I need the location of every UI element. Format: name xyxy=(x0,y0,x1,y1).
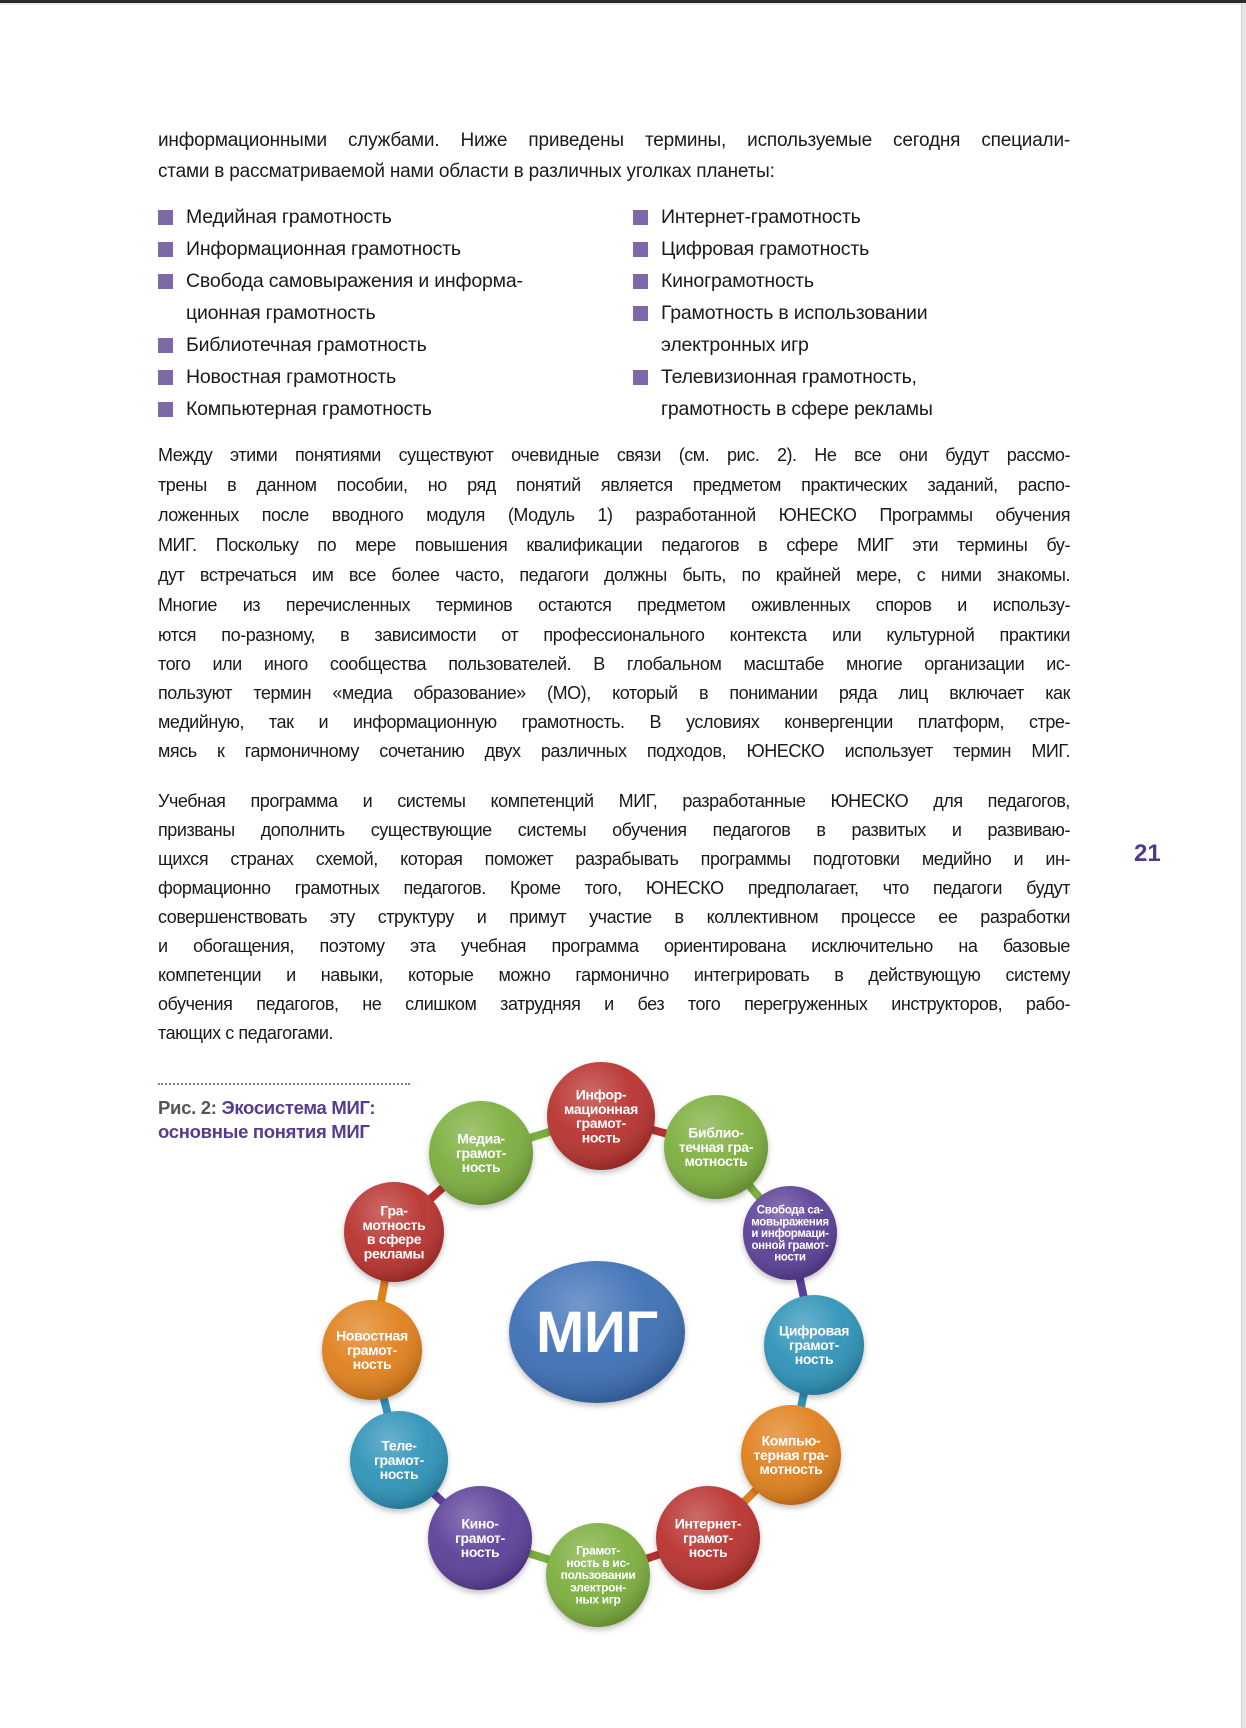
node-label-line: ность xyxy=(460,1544,500,1561)
paragraph-line: призваны дополнить существующие системы обучения педагогов в развитых и развиваю- xyxy=(158,820,1070,840)
paragraph-line: Между этими понятиями существуют очевидные связи (см. рис. 2). Не все они будут рассмо- xyxy=(158,445,1070,465)
node-label-line: мотность xyxy=(362,1216,426,1233)
node-label-line: мотность xyxy=(684,1153,748,1170)
list-item-text: Кинограмотность xyxy=(661,270,814,292)
center-node xyxy=(509,1261,685,1403)
figure-title-line-2: основные понятия МИГ xyxy=(158,1121,370,1142)
node-label-line: ность xyxy=(379,1466,419,1483)
list-item-text: грамотность в сфере рекламы xyxy=(661,398,933,420)
node-digital-literacy xyxy=(764,1295,864,1395)
list-item-text: Интернет-грамотность xyxy=(661,206,861,228)
node-label-line: ность xyxy=(581,1129,621,1146)
node-label-line: Цифровая xyxy=(778,1322,850,1339)
node-label-line: онной грамот- xyxy=(751,1239,829,1252)
list-item-text: Библиотечная грамотность xyxy=(186,334,427,356)
node-label-line: грамот- xyxy=(789,1336,839,1353)
node-news-literacy xyxy=(322,1300,422,1400)
node-label-line: Новостная xyxy=(336,1327,408,1344)
list-item-text: Компьютерная грамотность xyxy=(186,398,432,420)
list-item-text: Медийная грамотность xyxy=(186,206,392,228)
node-label-line: Теле- xyxy=(381,1437,417,1454)
list-item-text: электронных игр xyxy=(661,334,809,356)
node-label-line: мационная xyxy=(564,1100,638,1117)
list-item-text: Новостная грамотность xyxy=(186,366,396,388)
node-advertising-literacy xyxy=(344,1182,444,1282)
intro-line: стами в рассматриваемой нами области в различных уголках планеты: xyxy=(158,161,775,182)
node-cinema-literacy xyxy=(428,1486,532,1590)
paragraph-line: тающих с педагогами. xyxy=(158,1023,334,1043)
node-computer-literacy xyxy=(741,1405,841,1505)
node-label-line: грамот- xyxy=(347,1341,397,1358)
node-label-line: электрон- xyxy=(570,1580,626,1595)
node-label-line: ность xyxy=(461,1159,501,1176)
node-label-line: ность xyxy=(794,1351,834,1368)
node-games-literacy xyxy=(546,1523,650,1627)
node-label-line: Компью- xyxy=(761,1432,821,1449)
paragraph-line: и обогащения, поэтому эта учебная программа ориентирована исключительно на базовые xyxy=(158,936,1070,956)
node-label-line: Свобода са- xyxy=(756,1204,824,1217)
paragraph-line: мясь к гармоничному сочетанию двух различных подходов, ЮНЕСКО использует термин МИГ. xyxy=(158,741,1070,761)
paragraph-line: формационно грамотных педагогов. Кроме того, ЮНЕСКО предполагает, что педагоги будут xyxy=(158,878,1070,898)
paragraph-line: ложенных после вводного модуля (Модуль 1) разработанной ЮНЕСКО Программы обучения xyxy=(158,505,1070,525)
paragraph-line: медийную, так и информационную грамотность. В условиях конвергенции платформ, стре- xyxy=(158,712,1070,732)
node-label-line: грамот- xyxy=(683,1529,733,1546)
list-item-text: Свобода самовыражения и информа- xyxy=(186,270,523,292)
node-label-line: Интернет- xyxy=(674,1515,742,1532)
node-informational-literacy xyxy=(547,1062,655,1170)
node-label-line: в сфере xyxy=(366,1231,422,1247)
node-internet-literacy xyxy=(656,1486,760,1590)
node-label-line: мовыражения xyxy=(751,1216,829,1229)
node-label-line: грамот- xyxy=(374,1451,424,1468)
list-item-text: Информационная грамотность xyxy=(186,238,461,260)
node-label-line: мотность xyxy=(759,1461,823,1478)
list-item-text: Телевизионная грамотность, xyxy=(661,366,917,388)
node-label-line: рекламы xyxy=(363,1245,425,1262)
page-number: 21 xyxy=(1134,840,1161,867)
node-label-line: и информаци- xyxy=(751,1228,829,1240)
node-label-line: течная гра- xyxy=(678,1138,754,1155)
node-label-line: ность xyxy=(688,1544,728,1561)
paragraph-line: щихся странах схемой, которая поможет разрабывать программы подготовки медийно и ин- xyxy=(158,849,1070,869)
intro-line: информационными службами. Ниже приведены термины, используемые сегодня специали- xyxy=(158,130,1070,151)
node-label-line: грамот- xyxy=(455,1529,505,1546)
node-label-line: Медиа- xyxy=(457,1130,505,1147)
node-label-line: ности xyxy=(774,1251,806,1264)
node-label-line: Инфор- xyxy=(575,1086,627,1103)
paragraph-line: Многие из перечисленных терминов остаются предметом оживленных споров и использу- xyxy=(158,595,1070,615)
paragraph-line: пользуют термин «медиа образование» (МО), который в понимании ряда лиц включает как xyxy=(158,683,1070,703)
node-label-line: Гра- xyxy=(380,1202,408,1219)
node-label-line: ность в ис- xyxy=(566,1556,630,1570)
node-label-line: ность xyxy=(352,1356,392,1373)
node-label-line: грамот- xyxy=(456,1144,506,1161)
node-label-line: пользовании xyxy=(560,1568,636,1583)
node-label-line: грамот- xyxy=(576,1115,626,1131)
paragraph-line: того или иного сообщества пользователей. В глобальном масштабе многие организации ис- xyxy=(158,654,1070,674)
paragraph-line: МИГ. Поскольку по мере повышения квалификации педагогов в сфере МИГ эти термины бу- xyxy=(158,535,1070,555)
paragraph-line: Учебная программа и системы компетенций МИГ, разработанные ЮНЕСКО для педагогов, xyxy=(158,791,1070,811)
figure-label: Рис. 2: xyxy=(158,1097,217,1118)
paragraph-line: совершенствовать эту структуру и примут участие в коллективном процессе ее разработки xyxy=(158,907,1070,927)
list-item-text: Грамотность в использовании xyxy=(661,302,928,324)
node-label-line: Кино- xyxy=(461,1515,499,1532)
list-item-text: Цифровая грамотность xyxy=(661,238,870,260)
paragraph-line: обучения педагогов, не слишком затрудняя и без того перегруженных инструкторов, рабо- xyxy=(158,994,1070,1014)
paragraph-line: дут встречаться им все более часто, педагоги должны быть, по крайней мере, с ними знакомы. xyxy=(158,565,1070,585)
node-label-line: Грамот- xyxy=(576,1543,620,1558)
node-tv-literacy xyxy=(350,1411,448,1509)
center-label: МИГ xyxy=(536,1300,658,1365)
figure-title-line-1: Экосистема МИГ: xyxy=(221,1097,376,1118)
node-library-literacy xyxy=(664,1095,768,1199)
paragraph-line: трены в данном пособии, но ряд понятий является предметом практических заданий, распо- xyxy=(158,475,1070,495)
node-freedom-of-expression xyxy=(743,1186,837,1280)
paragraph-line: ются по-разному, в зависимости от профессионального контекста или культурной практики xyxy=(158,625,1070,645)
paragraph-line: компетенции и навыки, которые можно гармонично интегрировать в действующую систему xyxy=(158,965,1070,985)
node-media-literacy xyxy=(429,1101,533,1205)
node-label-line: ных игр xyxy=(575,1592,621,1607)
list-item-text: ционная грамотность xyxy=(186,302,376,324)
node-label-line: Библио- xyxy=(688,1124,744,1141)
node-label-line: терная гра- xyxy=(753,1446,829,1463)
